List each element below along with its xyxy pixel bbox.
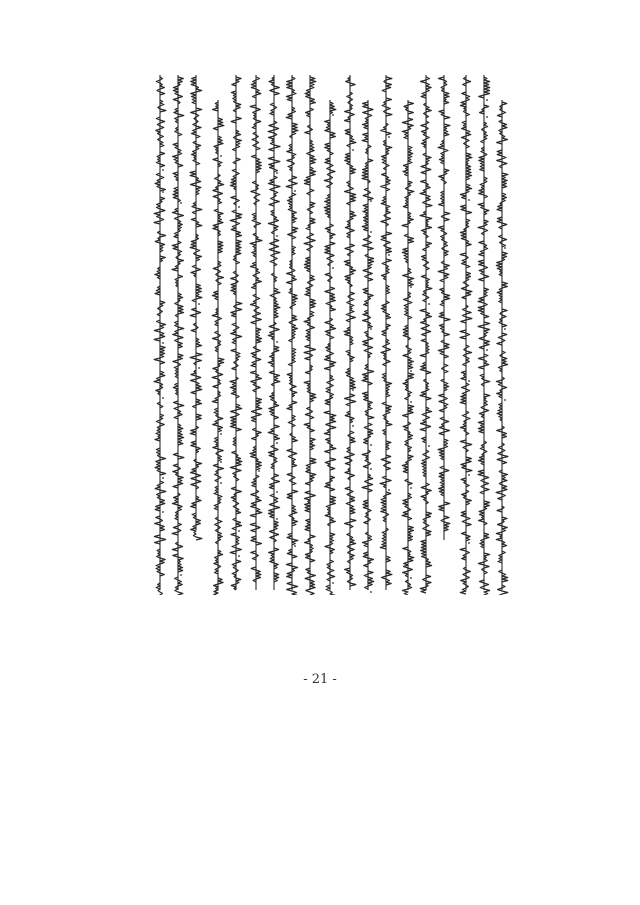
script-word	[438, 226, 448, 256]
script-word	[172, 523, 181, 535]
script-column	[268, 75, 280, 590]
script-word	[289, 315, 298, 342]
script-word	[213, 437, 223, 461]
script-word	[345, 568, 356, 586]
script-word	[307, 202, 315, 214]
script-word	[192, 284, 202, 302]
script-word	[155, 286, 160, 295]
script-word	[231, 349, 240, 370]
script-word	[212, 308, 221, 326]
script-punctuation	[410, 401, 412, 403]
script-word	[268, 494, 279, 518]
script-word	[196, 414, 201, 420]
script-word	[214, 578, 224, 595]
script-punctuation	[238, 206, 240, 208]
script-word	[344, 327, 353, 345]
script-punctuation	[220, 482, 222, 484]
script-word	[304, 311, 314, 341]
script-punctuation	[220, 433, 222, 435]
script-word	[213, 118, 223, 130]
script-column	[478, 75, 490, 595]
script-word	[158, 100, 166, 112]
script-word	[305, 125, 313, 134]
script-word	[178, 424, 184, 445]
script-word	[362, 474, 373, 492]
script-word	[403, 268, 414, 286]
script-word	[497, 193, 506, 211]
script-punctuation	[410, 577, 412, 579]
script-punctuation	[504, 328, 506, 330]
script-punctuation	[238, 555, 240, 557]
script-word	[252, 155, 262, 173]
script-word	[439, 417, 449, 435]
script-word	[381, 173, 391, 191]
script-word	[304, 423, 314, 432]
script-word	[460, 92, 469, 116]
script-punctuation	[180, 202, 182, 204]
script-word	[212, 291, 218, 300]
script-word	[251, 551, 258, 560]
script-punctuation	[332, 582, 334, 584]
script-word	[382, 570, 392, 585]
script-word	[175, 275, 182, 287]
script-punctuation	[276, 518, 278, 520]
script-word	[441, 212, 449, 221]
script-word	[479, 394, 489, 418]
script-word	[290, 123, 298, 138]
script-word	[404, 234, 413, 243]
script-word	[270, 288, 280, 318]
script-word	[172, 493, 182, 520]
script-punctuation	[220, 155, 222, 157]
script-word	[174, 108, 184, 123]
script-column	[438, 75, 450, 540]
script-word	[420, 575, 431, 593]
script-punctuation	[162, 342, 164, 344]
script-punctuation	[220, 461, 222, 463]
script-word	[289, 288, 298, 309]
script-word	[382, 140, 392, 170]
script-word	[232, 130, 241, 151]
script-punctuation	[410, 370, 412, 372]
script-word	[441, 516, 450, 531]
script-word	[478, 288, 489, 318]
script-word	[192, 141, 201, 165]
script-word	[233, 240, 241, 264]
script-word	[214, 486, 222, 510]
script-word	[304, 167, 315, 185]
script-word	[269, 77, 279, 95]
script-column	[460, 75, 472, 594]
script-punctuation	[370, 200, 372, 202]
script-word	[478, 441, 487, 465]
script-column	[154, 75, 166, 595]
script-column	[304, 75, 316, 595]
script-word	[480, 580, 490, 595]
script-punctuation	[198, 367, 200, 369]
script-word	[190, 308, 200, 317]
script-word	[230, 169, 239, 190]
script-word	[499, 570, 508, 582]
script-word	[460, 330, 470, 339]
script-word	[290, 433, 298, 442]
script-word	[325, 120, 336, 138]
script-word	[344, 447, 354, 465]
script-word	[231, 196, 239, 205]
script-word	[463, 345, 472, 366]
script-word	[310, 438, 315, 450]
script-word	[402, 455, 413, 473]
script-word	[268, 210, 278, 234]
script-word	[386, 556, 390, 562]
script-word	[286, 77, 296, 101]
script-word	[362, 159, 373, 183]
script-word	[382, 373, 391, 397]
script-word	[173, 383, 178, 395]
script-column	[420, 75, 432, 595]
script-column	[250, 75, 262, 590]
script-word	[213, 464, 223, 482]
script-word	[172, 542, 182, 551]
script-word	[402, 248, 408, 263]
script-word	[461, 272, 472, 299]
script-punctuation	[370, 444, 372, 446]
script-punctuation	[294, 190, 296, 192]
script-punctuation	[258, 470, 260, 472]
script-word	[196, 338, 202, 347]
script-punctuation	[370, 328, 372, 330]
script-punctuation	[162, 169, 164, 171]
script-punctuation	[410, 487, 412, 489]
script-word	[404, 102, 414, 114]
script-word	[461, 371, 466, 380]
script-word	[325, 375, 334, 405]
script-word	[230, 377, 239, 398]
script-word	[286, 107, 295, 119]
script-word	[344, 92, 354, 122]
script-word	[304, 233, 315, 251]
script-word	[497, 120, 508, 144]
script-punctuation	[486, 99, 488, 101]
script-punctuation	[388, 136, 390, 138]
script-word	[175, 293, 184, 317]
script-word	[478, 220, 488, 235]
script-word	[157, 301, 165, 316]
script-word	[346, 292, 355, 322]
script-word	[327, 560, 335, 581]
script-word	[421, 255, 429, 270]
script-word	[173, 172, 178, 181]
script-word	[380, 528, 388, 549]
script-word	[463, 77, 471, 86]
script-word	[251, 181, 260, 205]
script-column	[324, 100, 336, 595]
script-word	[347, 533, 356, 563]
script-punctuation	[276, 235, 278, 237]
script-word	[438, 439, 448, 460]
script-word	[173, 453, 183, 459]
script-word	[212, 391, 220, 403]
script-word	[288, 227, 298, 239]
script-word	[310, 299, 316, 308]
script-punctuation	[332, 114, 334, 116]
script-punctuation	[198, 303, 200, 305]
script-word	[466, 153, 472, 180]
script-word	[479, 147, 487, 171]
script-word	[497, 403, 502, 421]
script-word	[382, 98, 392, 116]
script-word	[480, 374, 490, 386]
script-word	[364, 571, 374, 589]
script-punctuation	[276, 172, 278, 174]
script-word	[386, 441, 391, 450]
script-word	[218, 241, 223, 253]
script-word	[173, 354, 183, 378]
script-word	[268, 445, 278, 469]
script-word	[461, 478, 469, 487]
script-punctuation	[352, 425, 354, 427]
script-word	[256, 328, 262, 343]
script-punctuation	[162, 191, 164, 193]
script-punctuation	[468, 199, 470, 201]
script-word	[156, 77, 164, 95]
script-column	[362, 100, 374, 593]
script-word	[348, 431, 355, 443]
script-punctuation	[352, 149, 354, 151]
script-word	[250, 233, 262, 257]
script-column	[344, 75, 356, 590]
script-word	[307, 140, 316, 164]
script-word	[498, 351, 507, 372]
script-word	[325, 143, 334, 155]
script-word	[252, 475, 259, 487]
script-word	[438, 340, 449, 358]
script-word	[362, 204, 368, 231]
script-word	[270, 103, 277, 115]
script-column	[380, 75, 392, 590]
script-word	[362, 532, 371, 547]
script-word	[479, 241, 488, 256]
script-word	[363, 500, 371, 524]
script-column	[190, 75, 202, 540]
script-word	[362, 450, 371, 468]
script-punctuation	[352, 389, 354, 391]
script-word	[324, 194, 330, 218]
script-punctuation	[370, 468, 372, 470]
script-word	[402, 493, 412, 520]
script-column	[286, 75, 298, 595]
script-punctuation	[428, 445, 430, 447]
script-word	[154, 346, 165, 364]
script-word	[191, 323, 198, 332]
script-word	[424, 103, 432, 118]
script-word	[232, 518, 241, 530]
script-punctuation	[410, 286, 412, 288]
script-word	[231, 271, 238, 295]
script-column	[230, 75, 242, 590]
script-word	[460, 253, 470, 268]
script-punctuation	[276, 442, 278, 444]
script-word	[192, 202, 202, 214]
script-punctuation	[162, 511, 164, 513]
script-word	[439, 191, 444, 206]
script-word	[233, 158, 240, 164]
script-word	[252, 132, 260, 150]
script-word	[175, 577, 183, 595]
script-word	[460, 567, 470, 594]
script-punctuation	[504, 399, 506, 401]
script-punctuation	[370, 231, 372, 233]
script-word	[330, 102, 336, 114]
script-punctuation	[504, 247, 506, 249]
page-number: - 21 -	[303, 672, 337, 687]
script-punctuation	[180, 574, 182, 576]
script-word	[289, 505, 298, 526]
script-punctuation	[468, 542, 470, 544]
script-word	[403, 580, 412, 595]
script-punctuation	[370, 591, 372, 593]
script-punctuation	[162, 397, 164, 399]
script-punctuation	[294, 545, 296, 547]
script-word	[305, 519, 310, 531]
script-word	[423, 242, 432, 251]
script-word	[478, 421, 484, 433]
script-word	[288, 348, 295, 366]
script-word	[160, 256, 165, 262]
script-word	[269, 239, 280, 266]
script-word	[421, 275, 431, 302]
script-word	[305, 458, 316, 485]
script-word	[499, 235, 507, 247]
script-word	[250, 523, 260, 532]
script-word	[408, 526, 413, 541]
script-word	[440, 288, 450, 306]
script-word	[461, 305, 472, 323]
script-word	[423, 512, 432, 536]
script-punctuation	[486, 116, 488, 118]
script-word	[191, 218, 201, 227]
script-word	[193, 399, 202, 408]
script-word	[346, 368, 356, 389]
script-word	[479, 177, 488, 198]
script-word	[441, 379, 449, 391]
script-word	[190, 426, 198, 435]
script-word	[439, 394, 448, 412]
script-word	[304, 257, 310, 272]
script-word	[403, 181, 414, 208]
script-word	[421, 121, 430, 148]
script-word	[173, 464, 183, 488]
script-punctuation	[468, 474, 470, 476]
script-word	[363, 310, 373, 328]
script-word	[214, 136, 223, 154]
script-punctuation	[388, 254, 390, 256]
script-word	[497, 150, 507, 168]
script-word	[155, 267, 160, 279]
script-word	[325, 273, 332, 282]
script-word	[381, 301, 390, 319]
script-word	[362, 133, 368, 142]
script-word	[499, 309, 507, 327]
script-column	[172, 75, 184, 595]
script-word	[382, 402, 392, 426]
script-column	[402, 100, 414, 595]
script-word	[286, 260, 296, 284]
script-punctuation	[238, 530, 240, 532]
script-column	[496, 100, 508, 595]
vertical-script-text-block	[140, 60, 520, 595]
script-word	[502, 173, 508, 188]
script-word	[306, 218, 315, 230]
script-word	[269, 371, 279, 386]
script-word	[382, 77, 392, 92]
script-word	[305, 365, 312, 374]
script-word	[386, 285, 390, 294]
script-column	[212, 100, 224, 595]
script-word	[460, 411, 470, 435]
script-word	[212, 331, 220, 352]
script-word	[403, 345, 413, 369]
script-word	[287, 373, 297, 397]
script-word	[345, 211, 356, 238]
script-punctuation	[486, 349, 488, 351]
script-word	[213, 102, 218, 111]
script-word	[444, 124, 450, 136]
script-word	[287, 449, 297, 467]
script-word	[363, 288, 373, 306]
script-word	[173, 187, 180, 202]
script-word	[422, 437, 426, 443]
script-punctuation	[388, 489, 390, 491]
script-word	[460, 383, 469, 404]
script-word	[345, 129, 356, 147]
script-word	[497, 506, 504, 512]
script-word	[345, 181, 356, 205]
script-punctuation	[276, 341, 278, 343]
script-word	[326, 585, 335, 595]
script-word	[156, 549, 165, 576]
script-word	[420, 339, 429, 357]
script-punctuation	[428, 303, 430, 305]
script-word	[460, 548, 469, 560]
script-word	[268, 322, 279, 340]
script-punctuation	[468, 380, 470, 382]
script-word	[442, 364, 448, 373]
script-punctuation	[276, 491, 278, 493]
script-word	[403, 325, 410, 340]
script-lines-illustration	[140, 60, 520, 595]
script-word	[274, 573, 279, 582]
script-word	[173, 554, 183, 572]
script-word	[174, 401, 184, 419]
script-word	[173, 143, 183, 167]
script-word	[287, 144, 296, 171]
script-punctuation	[332, 267, 334, 269]
script-word	[438, 140, 448, 164]
script-punctuation	[162, 477, 164, 479]
script-word	[155, 173, 165, 191]
